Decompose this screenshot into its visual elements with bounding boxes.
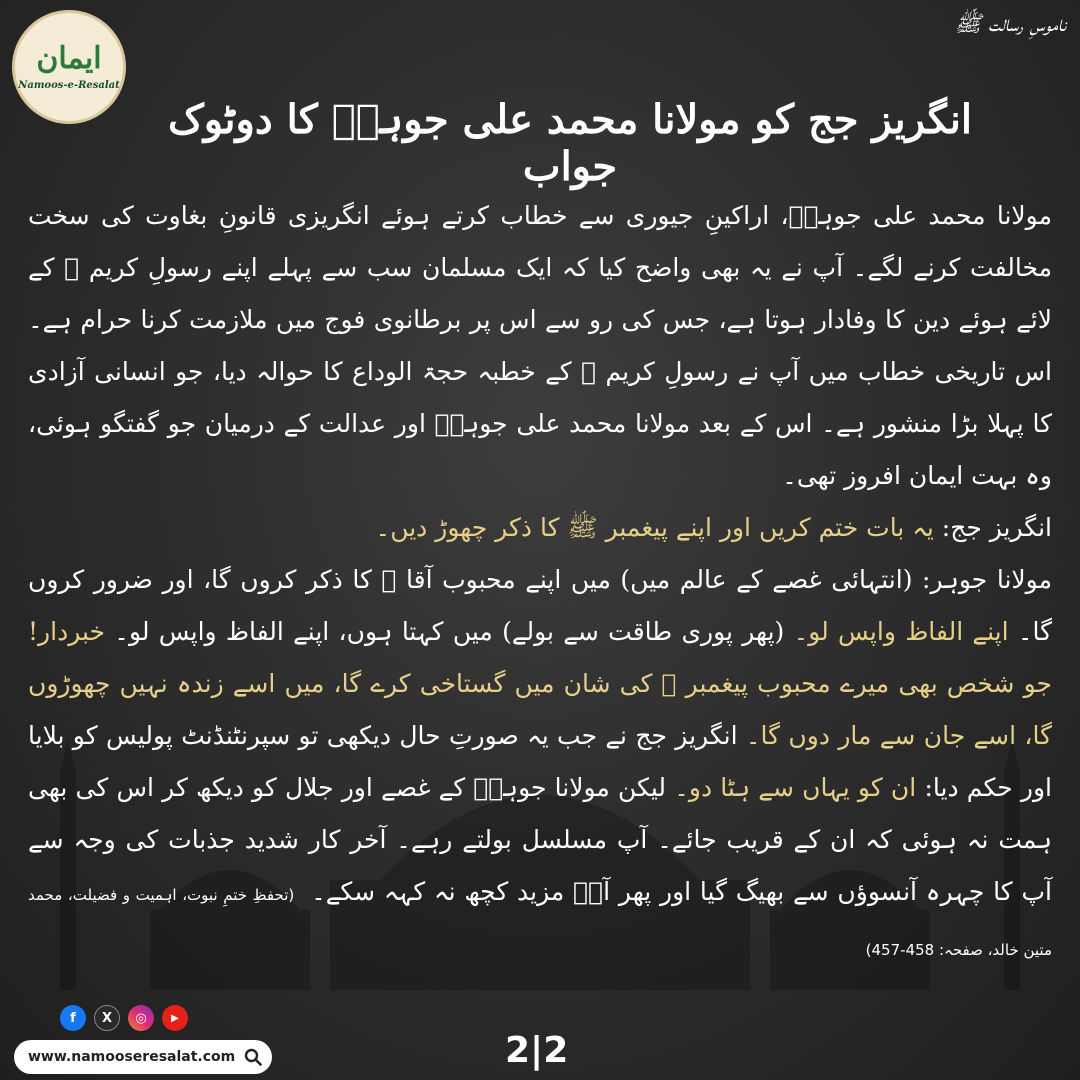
youtube-icon[interactable]: ▶ (162, 1005, 188, 1031)
article-body (28, 190, 1052, 976)
judge-paragraph (28, 502, 1052, 554)
search-icon[interactable] (244, 1048, 262, 1066)
website-url[interactable]: www.namooseresalat.com (28, 1049, 236, 1065)
judge-line: یہ بات ختم کریں اور اپنے پیغمبر ﷺ کا ذکر چھوڑ دیں۔ (375, 513, 934, 542)
jauhar-line-4: خبردار! جو شخص بھی میرے محبوب پیغمبر ﷺ کی شان میں گستاخی کرے گا، میں اسے زندہ نہیں چھوڑوں گا، اسے جان سے مار دوں گا۔ (28, 617, 1052, 750)
citation: (تحفظِ ختمِ نبوت، اہمیت و فضیلت، محمد متین خالد، صفحہ: 458-457) (28, 886, 1052, 959)
namoos-e-resalat-logo (12, 10, 126, 124)
narration-1: انگریز جج نے جب یہ صورتِ حال دیکھی تو سپرنٹنڈنٹ پولیس کو بلایا اور حکم دیا: (28, 721, 1053, 802)
brand-header-text: ناموسِ رسالت ﷺ (954, 12, 1066, 37)
intro-paragraph: مولانا محمد علی جوہرؒ، اراکینِ جیوری سے خطاب کرتے ہوئے انگریزی قانونِ بغاوت کی سخت مخالفت کرنے لگے۔ آپ نے یہ بھی واضح کیا کہ ایک مسلمان سب سے پہلے اپنے رسولِ کریم ﷺ کے لائے ہوئے دین کا وفادار ہوتا ہے، جس کی رو سے اس پر برطانوی فوج میں ملازمت کرنا حرام ہے۔ اس تاریخی خطاب میں آپ نے رسولِ کریم ﷺ کے خطبہ حجۃ الوداع کا حوالہ دیا، جو انسانی آزادی کا پہلا بڑا منشور ہے۔ اس کے بعد مولانا محمد علی جوہرؒ اور عدالت کے درمیان جو گفتگو ہوئی، وہ بہت ایمان افروز تھی۔ (28, 201, 1052, 490)
judge-order: ان کو یہاں سے ہٹا دو۔ (674, 773, 917, 802)
page-title: انگریز جج کو مولانا محمد علی جوہرؒ کا دوٹوک جواب (167, 96, 973, 190)
jauhar-line-3: (پھر پوری طاقت سے بولے) میں کہتا ہوں، اپنے الفاظ واپس لو۔ (105, 617, 794, 646)
website-url-bar[interactable] (14, 1040, 272, 1074)
logo-mark: ایمان (36, 40, 102, 76)
social-links (60, 1005, 188, 1031)
jauhar-label: مولانا جوہر: (912, 565, 1052, 594)
judge-label: انگریز جج: (933, 513, 1052, 542)
x-icon[interactable]: X (94, 1005, 120, 1031)
narration-2: لیکن مولانا جوہرؒ کے غصے اور جلال کو دیکھ کر اس کی بھی ہمت نہ ہوئی کہ ان کے قریب جائے۔ آپ مسلسل بولتے رہے۔ آخر کار شدید جذبات کی وجہ سے آپ کا چہرہ آنسوؤں سے بھیگ گیا اور پھر آپؒ مزید کچھ نہ کہہ سکے۔ (28, 773, 1052, 906)
page-number: 2|2 (505, 1030, 569, 1071)
instagram-icon[interactable]: ◎ (128, 1005, 154, 1031)
jauhar-line-2: اپنے الفاظ واپس لو۔ (793, 617, 1009, 646)
logo-text: Namoos-e-Resalat (18, 79, 120, 91)
jauhar-paragraph (28, 554, 1052, 976)
facebook-icon[interactable]: f (60, 1005, 86, 1031)
jauhar-line-1: (انتہائی غصے کے عالم میں) میں اپنے محبوب آقا ﷺ کا ذکر کروں گا، اور ضرور کروں گا۔ (28, 565, 1052, 646)
